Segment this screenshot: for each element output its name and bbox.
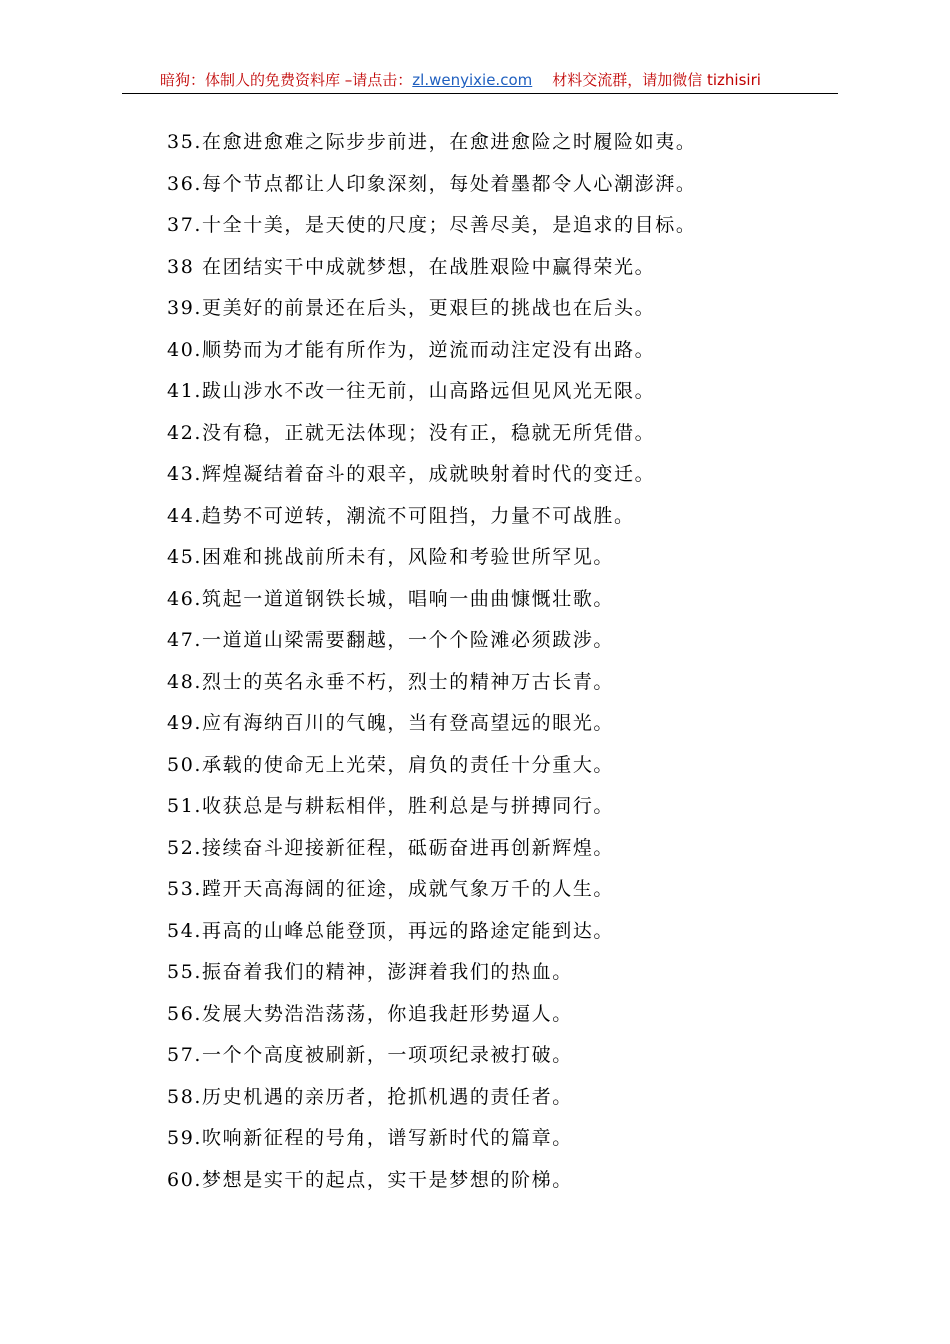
slogan-line: 55.振奋着我们的精神，澎湃着我们的热血。 (167, 961, 573, 983)
slogan-line: 56.发展大势浩浩荡荡，你追我赶形势逼人。 (167, 1002, 573, 1025)
slogan-line: 38 在团结实干中成就梦想，在战胜艰险中赢得荣光。 (167, 255, 656, 278)
slogan-line: 47.一道道山梁需要翻越，一个个险滩必须跋涉。 (167, 629, 615, 651)
slogan-line: 60.梦想是实干的起点，实干是梦想的阶梯。 (167, 1168, 573, 1191)
slogan-line: 49.应有海纳百川的气魄，当有登高望远的眼光。 (167, 712, 615, 734)
slogan-line: 52.接续奋斗迎接新征程，砥砺奋进再创新辉煌。 (167, 836, 615, 859)
header-site-link[interactable]: zl.wenyixie.com (412, 71, 533, 89)
header-click-prompt: –请点击： (340, 71, 413, 89)
slogan-line: 45.困难和挑战前所未有，风险和考验世所罕见。 (167, 546, 615, 568)
slogan-list (167, 128, 696, 1207)
slogan-line: 43.辉煌凝结着奋斗的艰辛，成就映射着时代的变迁。 (167, 463, 656, 485)
slogan-line: 36.每个节点都让人印象深刻，每处着墨都令人心潮澎湃。 (167, 172, 697, 195)
slogan-line: 48.烈士的英名永垂不朽，烈士的精神万古长青。 (167, 670, 615, 693)
slogan-line: 50.承载的使命无上光荣，肩负的责任十分重大。 (167, 753, 615, 776)
slogan-line: 51.收获总是与耕耘相伴，胜利总是与拼搏同行。 (167, 795, 615, 817)
slogan-line: 57.一个个高度被刷新，一项项纪录被打破。 (167, 1044, 573, 1066)
slogan-line: 37.十全十美，是天使的尺度；尽善尽美，是追求的目标。 (167, 214, 697, 236)
slogan-line: 42.没有稳，正就无法体现；没有正，稳就无所凭借。 (167, 421, 656, 444)
header-site-name: 暗狗：体制人的免费资料库 (160, 71, 341, 89)
header-divider (122, 93, 838, 94)
slogan-line: 58.历史机遇的亲历者，抢抓机遇的责任者。 (167, 1085, 573, 1108)
slogan-line: 40.顺势而为才能有所作为，逆流而动注定没有出路。 (167, 338, 656, 361)
slogan-line: 46.筑起一道道钢铁长城，唱响一曲曲慷慨壮歌。 (167, 587, 615, 610)
slogan-line: 53.蹚开天高海阔的征途，成就气象万千的人生。 (167, 878, 615, 900)
page-header (122, 70, 838, 94)
slogan-line: 54.再高的山峰总能登顶，再远的路途定能到达。 (167, 919, 615, 942)
slogan-line: 41.跋山涉水不改一往无前，山高路远但见风光无限。 (167, 380, 656, 402)
header-wechat-note: 材料交流群，请加微信 tizhisiri (552, 71, 761, 89)
slogan-line: 35.在愈进愈难之际步步前进，在愈进愈险之时履险如夷。 (167, 131, 697, 153)
slogan-line: 44.趋势不可逆转，潮流不可阻挡，力量不可战胜。 (167, 504, 635, 527)
slogan-line: 39.更美好的前景还在后头，更艰巨的挑战也在后头。 (167, 297, 656, 319)
slogan-line: 59.吹响新征程的号角，谱写新时代的篇章。 (167, 1127, 573, 1149)
header-text (160, 70, 761, 90)
